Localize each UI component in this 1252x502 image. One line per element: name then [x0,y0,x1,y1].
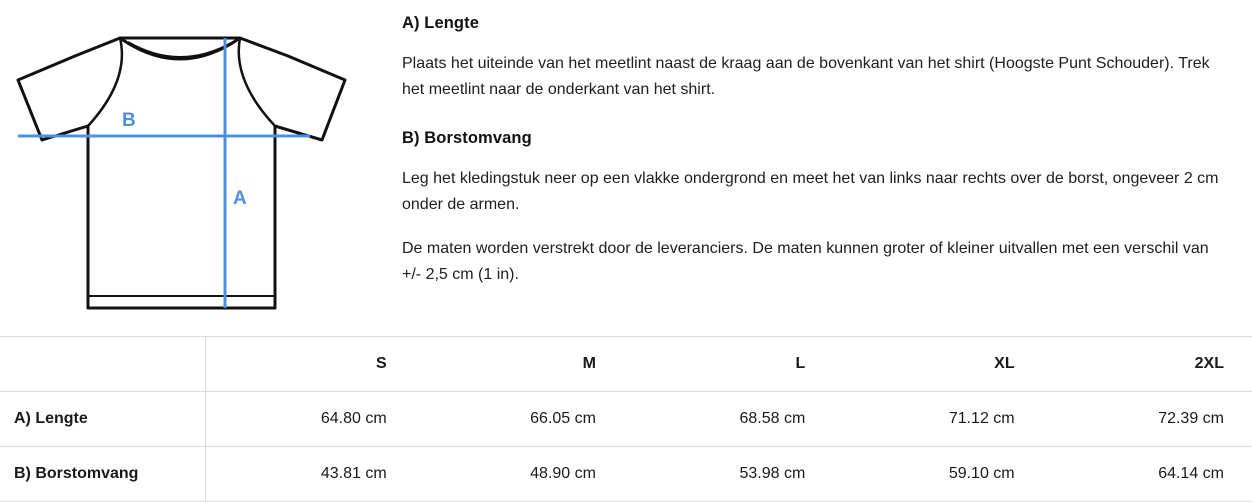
size-chart-table [0,336,1252,502]
instruction-note: De maten worden verstrekt door de leveranciers. De maten kunnen groter of kleiner uitvallen met een verschil van +/- 2,5 cm (1 in). [402,239,1209,283]
cell-borstomvang-s: 43.81 cm [205,447,414,502]
tshirt-illustration [0,8,380,328]
instruction-heading-b: B) Borstomvang [402,128,532,147]
cell-lengte-m: 66.05 cm [415,392,624,447]
cell-borstomvang-m: 48.90 cm [415,447,624,502]
row-label-borstomvang: B) Borstomvang [0,447,205,502]
cell-borstomvang-xl: 59.10 cm [833,447,1042,502]
cell-lengte-xl: 71.12 cm [833,392,1042,447]
measure-label-a: A [233,188,247,209]
column-header-xl: XL [833,337,1042,392]
cell-borstomvang-l: 53.98 cm [624,447,833,502]
cell-borstomvang-2xl: 64.14 cm [1043,447,1252,502]
cell-lengte-s: 64.80 cm [205,392,414,447]
size-chart-header [0,337,1252,392]
table-corner-cell [0,337,205,392]
shirt-outline [18,38,345,308]
instruction-heading-a: A) Lengte [402,14,479,32]
measure-label-b: B [122,110,136,131]
cell-lengte-2xl: 72.39 cm [1043,392,1252,447]
table-header-row [0,337,1252,392]
column-header-l: L [624,337,833,392]
row-label-lengte: A) Lengte [0,392,205,447]
tshirt-measurement-diagram [0,0,390,328]
instruction-text-a: Plaats het uiteinde van het meetlint naast de kraag aan de bovenkant van het shirt (Hoogste Punt Schouder). Trek het meetlint naar de onderkant van het shirt. [402,55,1210,98]
table-row [0,392,1252,447]
column-header-2xl: 2XL [1043,337,1252,392]
instructions-panel [390,0,1252,287]
table-row [0,447,1252,502]
column-header-m: M [415,337,624,392]
cell-lengte-l: 68.58 cm [624,392,833,447]
instruction-text-b: Leg het kledingstuk neer op een vlakke ondergrond en meet het van links naar rechts over de borst, ongeveer 2 cm onder de armen. [402,169,1219,213]
size-chart-body [0,392,1252,502]
column-header-s: S [205,337,414,392]
